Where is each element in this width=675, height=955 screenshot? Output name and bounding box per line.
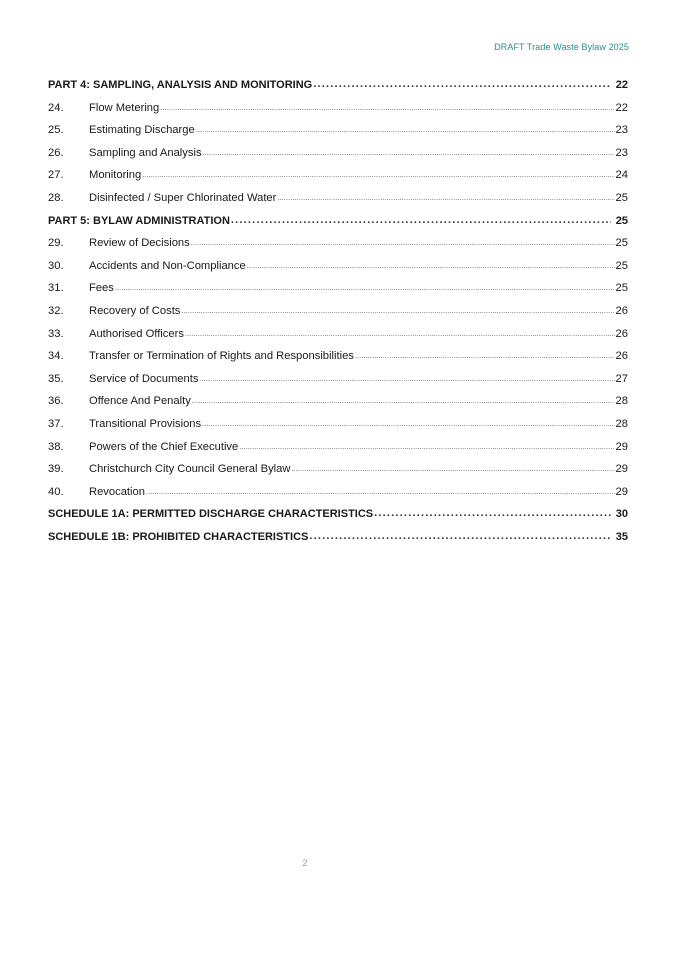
toc-entry-accidents[interactable]: [48, 260, 628, 283]
toc-page-number: 30: [615, 508, 628, 521]
toc-entry-title: Accidents and Non-Compliance: [89, 259, 246, 272]
toc-entry-number: 35.: [48, 372, 64, 385]
document-header: DRAFT Trade Waste Bylaw 2025: [494, 42, 629, 52]
toc-page-number: 29: [615, 440, 628, 453]
toc-schedule-1b[interactable]: [48, 531, 628, 554]
toc-entry-title: Powers of the Chief Executive: [89, 440, 239, 453]
toc-entry-offence-and-penalty[interactable]: [48, 395, 628, 418]
toc-dot-leader: [202, 417, 614, 429]
toc-page-number: 28: [615, 417, 628, 430]
toc-entry-number: 28.: [48, 191, 64, 204]
toc-dot-leader: [247, 259, 615, 271]
toc-entry-number: 31.: [48, 282, 64, 295]
toc-part-title: SCHEDULE 1A: PERMITTED DISCHARGE CHARACTERISTICS: [48, 508, 374, 521]
toc-dot-leader: [203, 146, 615, 158]
toc-entry-service-of-documents[interactable]: [48, 373, 628, 396]
toc-dot-leader: [239, 440, 614, 452]
toc-page-number: 29: [615, 463, 628, 476]
toc-page-number: 35: [615, 530, 628, 543]
toc-entry-title: Estimating Discharge: [89, 124, 195, 137]
toc-entry-number: 40.: [48, 485, 64, 498]
toc-dot-leader: [185, 327, 615, 339]
toc-dot-leader: [191, 236, 615, 248]
toc-entry-number: 26.: [48, 146, 64, 159]
toc-entry-estimating-discharge[interactable]: [48, 124, 628, 147]
toc-entry-flow-metering[interactable]: [48, 102, 628, 125]
toc-entry-number: 24.: [48, 101, 64, 114]
toc-entry-title: Review of Decisions: [89, 237, 190, 250]
toc-entry-recovery-of-costs[interactable]: [48, 305, 628, 328]
toc-part-4[interactable]: [48, 79, 628, 102]
toc-entry-title: Disinfected / Super Chlorinated Water: [89, 191, 277, 204]
toc-entry-review-of-decisions[interactable]: [48, 237, 628, 260]
toc-entry-title: Offence And Penalty: [89, 395, 191, 408]
toc-entry-title: Transfer or Termination of Rights and Responsibilities: [89, 350, 354, 363]
toc-dot-leader: [291, 462, 614, 474]
toc-dot-leader: [142, 168, 614, 180]
toc-page-number: 28: [615, 395, 628, 408]
toc-entry-title: Authorised Officers: [89, 327, 184, 340]
toc-page-number: 25: [615, 237, 628, 250]
toc-dot-leader: [277, 191, 614, 203]
table-of-contents: [48, 79, 628, 553]
toc-page-number: 26: [615, 327, 628, 340]
toc-entry-number: 29.: [48, 237, 64, 250]
toc-page-number: 25: [615, 282, 628, 295]
toc-entry-title: Christchurch City Council General Bylaw: [89, 463, 291, 476]
toc-entry-disinfected-water[interactable]: [48, 192, 628, 215]
toc-part-title: SCHEDULE 1B: PROHIBITED CHARACTERISTICS: [48, 530, 309, 543]
toc-entry-number: 38.: [48, 440, 64, 453]
toc-schedule-1a[interactable]: [48, 508, 628, 531]
toc-page-number: 23: [615, 146, 628, 159]
toc-entry-title: Fees: [89, 282, 114, 295]
toc-page-number: 25: [615, 214, 628, 227]
toc-part-title: PART 5: BYLAW ADMINISTRATION: [48, 214, 230, 227]
toc-entry-title: Service of Documents: [89, 372, 199, 385]
toc-part-5[interactable]: [48, 215, 628, 238]
toc-dot-leader: [146, 485, 615, 497]
toc-dot-leader: [355, 349, 615, 361]
page-number: 2: [302, 858, 308, 868]
toc-entry-number: 25.: [48, 124, 64, 137]
toc-entry-number: 36.: [48, 395, 64, 408]
toc-entry-monitoring[interactable]: [48, 169, 628, 192]
toc-page-number: 25: [615, 191, 628, 204]
toc-dot-leader: [199, 372, 614, 384]
toc-entry-number: 33.: [48, 327, 64, 340]
toc-page-number: 22: [615, 79, 628, 91]
toc-entry-number: 39.: [48, 463, 64, 476]
toc-page-number: 22: [615, 101, 628, 114]
toc-entry-title: Flow Metering: [89, 101, 160, 114]
toc-dot-leader: [374, 507, 611, 519]
toc-entry-number: 27.: [48, 169, 64, 182]
toc-entry-transitional-provisions[interactable]: [48, 418, 628, 441]
toc-dot-leader: [313, 78, 611, 90]
toc-entry-number: 32.: [48, 304, 64, 317]
toc-entry-title: Sampling and Analysis: [89, 146, 202, 159]
toc-entry-title: Monitoring: [89, 169, 142, 182]
toc-dot-leader: [115, 281, 615, 293]
toc-page-number: 27: [615, 372, 628, 385]
toc-entry-authorised-officers[interactable]: [48, 328, 628, 351]
toc-dot-leader: [309, 530, 610, 542]
toc-page-number: 24: [615, 169, 628, 182]
toc-entry-number: 37.: [48, 417, 64, 430]
toc-entry-number: 34.: [48, 350, 64, 363]
toc-page-number: 23: [615, 124, 628, 137]
toc-entry-title: Recovery of Costs: [89, 304, 181, 317]
toc-entry-fees[interactable]: [48, 282, 628, 305]
toc-part-title: PART 4: SAMPLING, ANALYSIS AND MONITORING: [48, 79, 313, 91]
toc-dot-leader: [192, 394, 615, 406]
toc-entry-powers-of-chief-executive[interactable]: [48, 441, 628, 464]
toc-dot-leader: [196, 123, 615, 135]
toc-entry-general-bylaw[interactable]: [48, 463, 628, 486]
toc-page-number: 29: [615, 485, 628, 498]
toc-entry-revocation[interactable]: [48, 486, 628, 509]
toc-entry-sampling-and-analysis[interactable]: [48, 147, 628, 170]
toc-entry-number: 30.: [48, 259, 64, 272]
toc-page-number: 26: [615, 350, 628, 363]
toc-entry-title: Transitional Provisions: [89, 417, 202, 430]
toc-dot-leader: [181, 304, 614, 316]
toc-dot-leader: [160, 101, 614, 113]
toc-dot-leader: [231, 214, 611, 226]
toc-page-number: 25: [615, 259, 628, 272]
toc-entry-title: Revocation: [89, 485, 145, 498]
toc-page-number: 26: [615, 304, 628, 317]
toc-entry-transfer-or-termination[interactable]: [48, 350, 628, 373]
